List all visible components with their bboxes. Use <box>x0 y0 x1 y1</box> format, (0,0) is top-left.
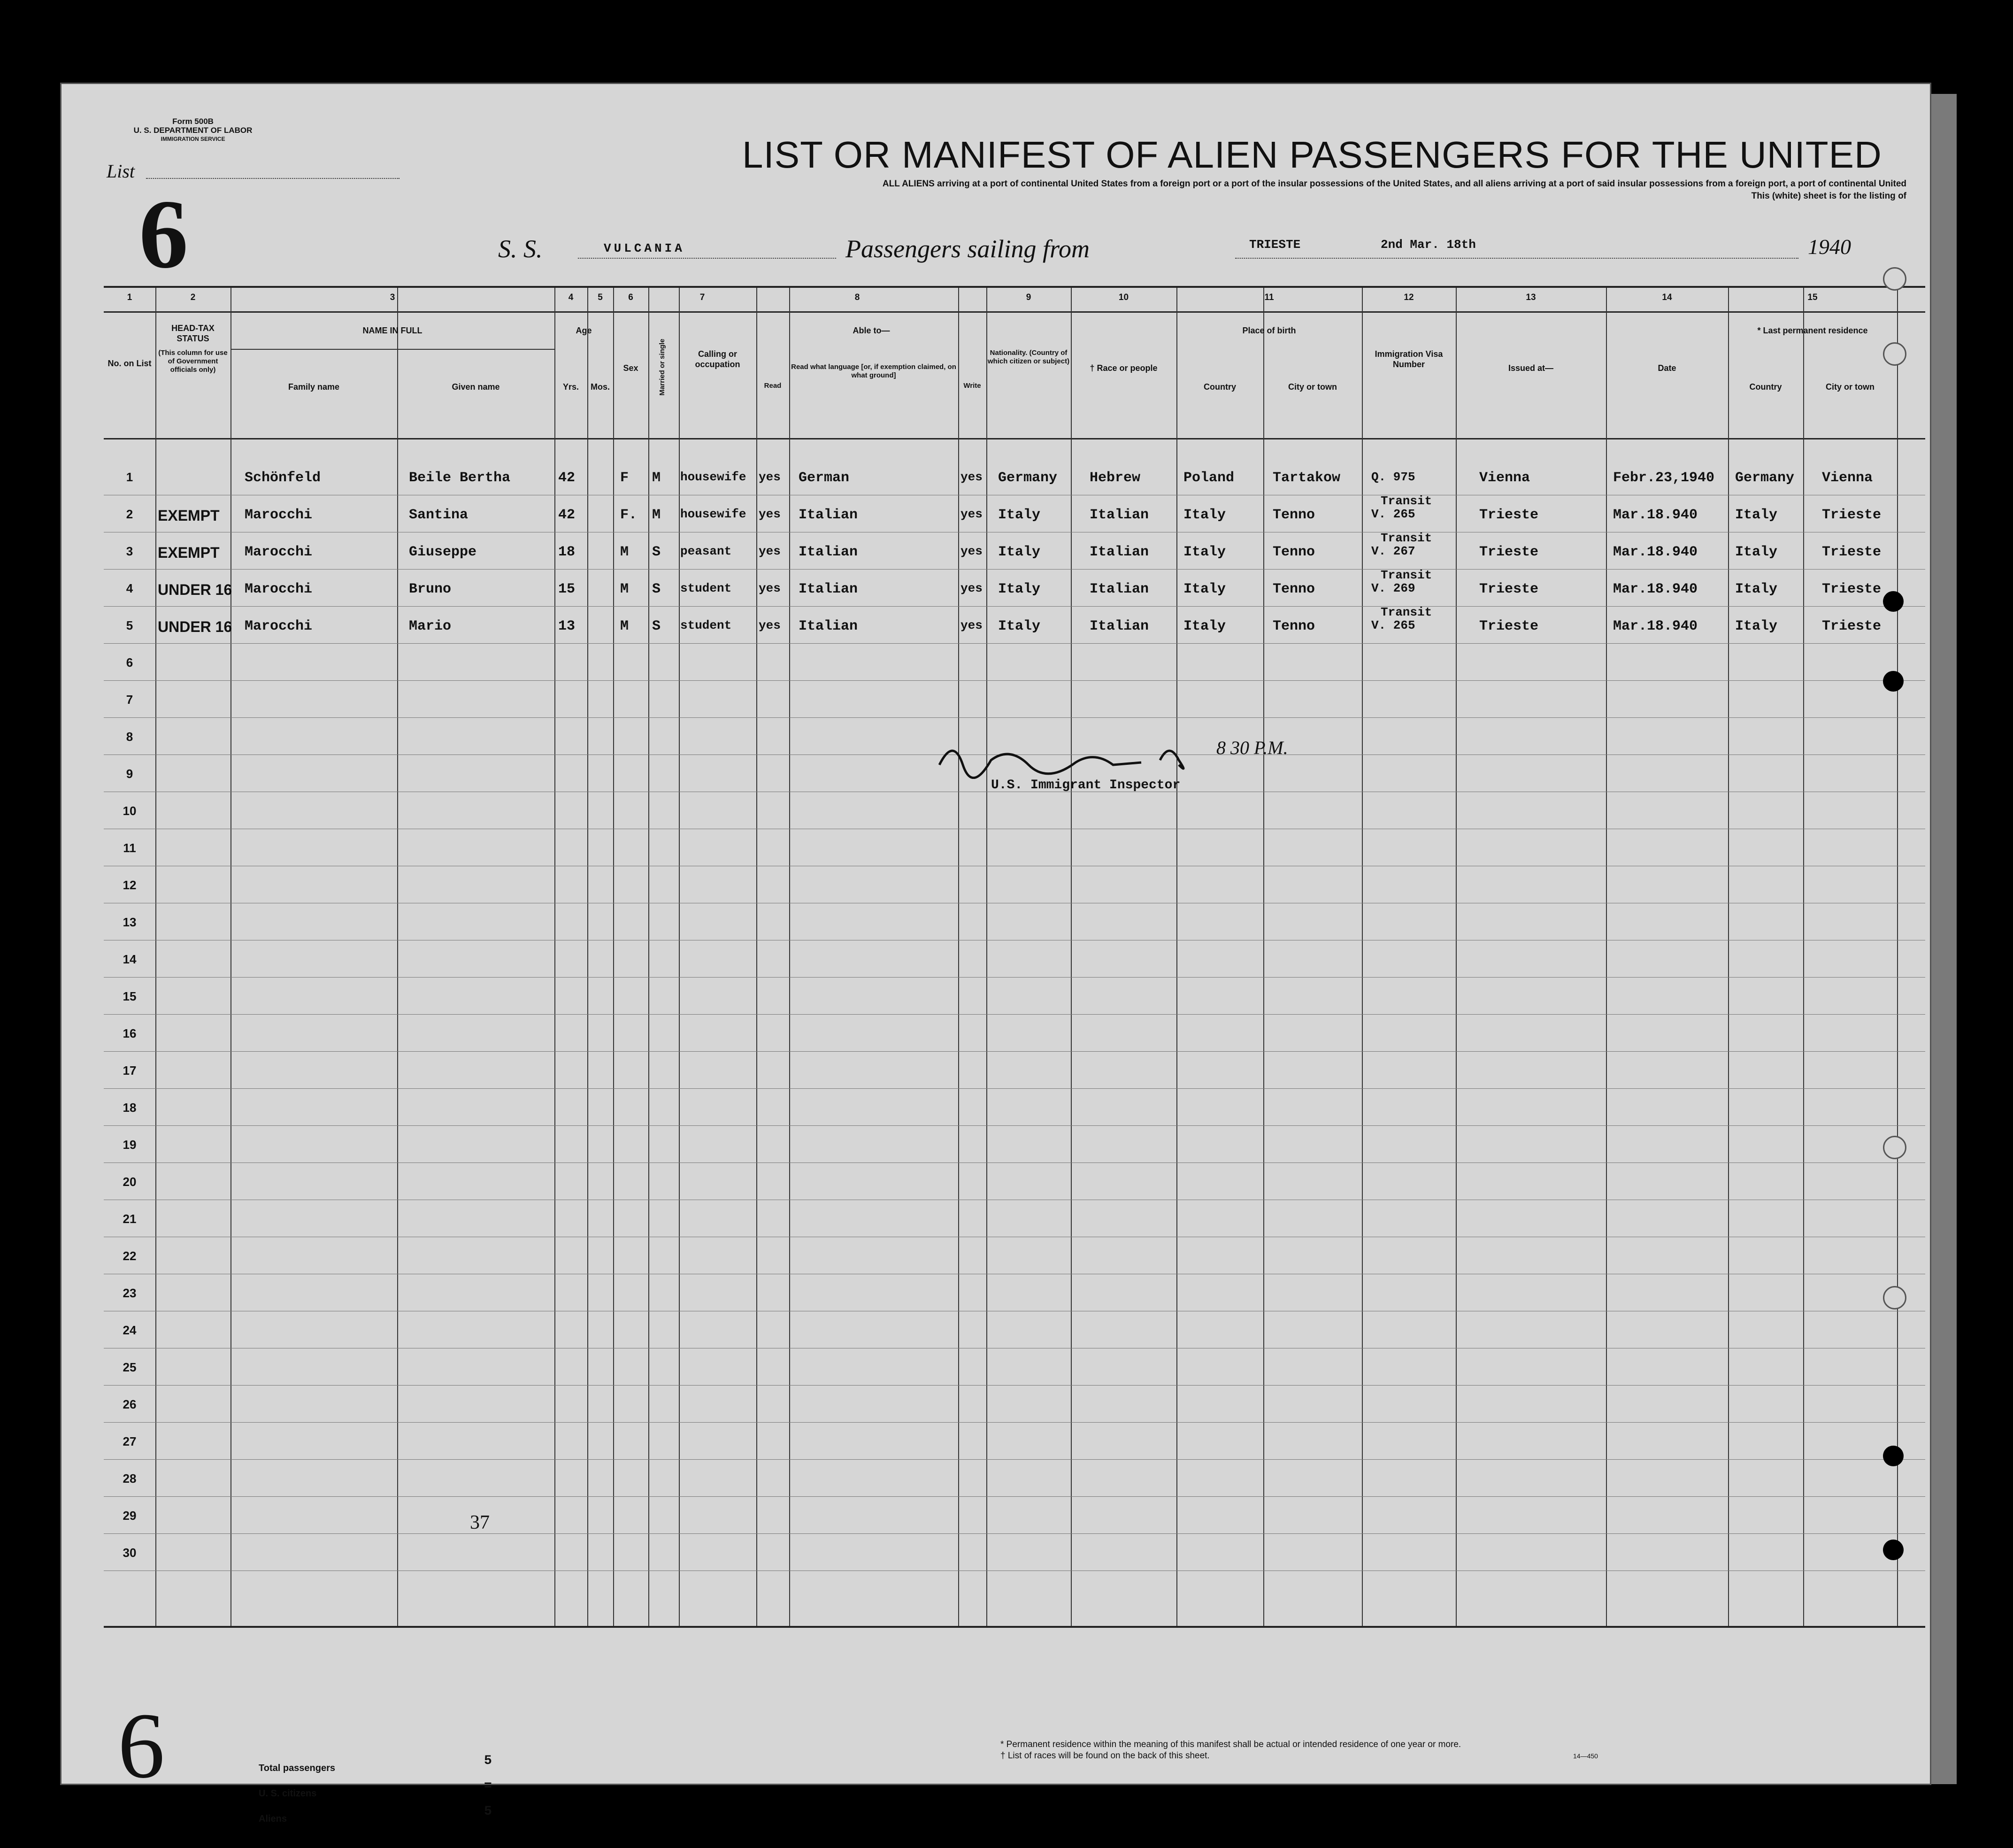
cell-yrs: 13 <box>558 618 576 634</box>
cell-date: Febr.23,1940 <box>1613 470 1715 486</box>
hdr-res-city: City or town <box>1826 382 1875 392</box>
row-rule <box>104 1385 1925 1386</box>
col-divider <box>587 288 588 1626</box>
ship-prefix: S. S. <box>498 235 543 263</box>
ship-line <box>578 258 836 259</box>
col-number: 2 <box>190 293 196 302</box>
cell-res-country: Italy <box>1735 618 1778 634</box>
cell-read: yes <box>759 618 781 632</box>
cell-status: EXEMPT <box>158 544 220 561</box>
row-number: 12 <box>123 878 137 892</box>
cell-write: yes <box>960 618 983 632</box>
cell-visa-prefix: Transit <box>1381 568 1432 582</box>
cell-occupation: peasant <box>680 544 732 558</box>
list-label: List <box>107 161 135 182</box>
col-divider <box>789 288 790 1626</box>
cell-read: yes <box>759 581 781 595</box>
cell-res-country: Germany <box>1735 470 1795 486</box>
punch-hole-icon <box>1883 1286 1906 1309</box>
cell-read: yes <box>759 544 781 558</box>
cell-family: Marocchi <box>245 544 313 560</box>
row-number: 10 <box>123 804 137 818</box>
cell-date: Mar.18.940 <box>1613 581 1698 597</box>
ship-name: VULCANIA <box>604 241 685 255</box>
col-divider <box>1071 288 1072 1626</box>
row-number: 21 <box>123 1212 137 1226</box>
col-divider <box>613 288 614 1626</box>
cell-res-city: Trieste <box>1822 618 1882 634</box>
hdr-date: Date <box>1658 363 1676 373</box>
row-number: 18 <box>123 1101 137 1115</box>
cell-issued: Trieste <box>1479 544 1539 560</box>
col-divider <box>1456 288 1457 1626</box>
cell-issued: Trieste <box>1479 618 1539 634</box>
form-header <box>108 117 277 144</box>
row-number: 29 <box>123 1509 137 1523</box>
row-rule <box>104 1125 1925 1126</box>
hdr-last-residence: * Last permanent residence <box>1757 326 1868 335</box>
us-citizens-label: U. S. citizens <box>259 1788 317 1799</box>
department: U. S. DEPARTMENT OF LABOR <box>133 126 253 135</box>
cell-sex: F. <box>620 507 638 523</box>
cell-res-country: Italy <box>1735 507 1778 523</box>
row-rule <box>104 643 1925 644</box>
annotation-37: 37 <box>470 1512 490 1533</box>
cell-birth-country: Italy <box>1183 507 1226 523</box>
cell-sex: M <box>620 544 629 560</box>
cell-given: Giuseppe <box>409 544 477 560</box>
hdr-family-name: Family name <box>288 382 340 392</box>
cell-race: Italian <box>1090 618 1149 634</box>
total-passengers-value: 5 <box>484 1754 492 1768</box>
header-bottom-rule <box>104 438 1925 439</box>
row-number: 30 <box>123 1546 137 1560</box>
cell-write: yes <box>960 507 983 521</box>
cell-birth-city: Tenno <box>1273 544 1315 560</box>
col-divider <box>648 288 649 1626</box>
cell-family: Marocchi <box>245 581 313 597</box>
row-number: 4 <box>126 581 133 595</box>
cell-res-country: Italy <box>1735 544 1778 560</box>
hdr-race: † Race or people <box>1090 363 1158 373</box>
cell-family: Marocchi <box>245 507 313 523</box>
row-rule <box>104 1422 1925 1423</box>
row-number: 1 <box>126 470 133 484</box>
hdr-head-tax-note: (This column for use of Government officials only) <box>158 349 228 374</box>
row-number: 2 <box>126 507 133 521</box>
cell-yrs: 18 <box>558 544 576 560</box>
page-edge <box>1928 94 1957 1784</box>
col-divider <box>397 288 398 1626</box>
cell-visa-prefix: Transit <box>1381 531 1432 545</box>
name-sub-rule <box>230 349 554 350</box>
cell-issued: Vienna <box>1479 470 1530 486</box>
cell-given: Bruno <box>409 581 452 597</box>
cell-birth-city: Tenno <box>1273 581 1315 597</box>
row-number: 27 <box>123 1434 137 1448</box>
aliens-label: Aliens <box>259 1814 287 1824</box>
totals-values <box>484 1748 492 1825</box>
col-divider <box>1803 288 1804 1626</box>
cell-visa: V. 265 <box>1371 618 1415 632</box>
subtitle-line-1: ALL ALIENS arriving at a port of continental United States from a foreign port or a port of the insular possessions of the United States, and all aliens arriving at a port of said insular possessions from a foreign port, a port of continental United <box>882 179 1906 189</box>
cell-nationality: Italy <box>998 507 1041 523</box>
row-number: 14 <box>123 952 137 966</box>
col-divider <box>554 288 555 1626</box>
row-number: 8 <box>126 730 133 744</box>
hdr-birth-country: Country <box>1204 382 1236 392</box>
inspector-time: 8 30 P.M. <box>1216 737 1288 758</box>
cell-birth-city: Tartakow <box>1273 470 1341 486</box>
cell-read: yes <box>759 470 781 484</box>
manifest-title: LIST OR MANIFEST OF ALIEN PASSENGERS FOR THE UNITED <box>742 134 1882 176</box>
sailing-port: TRIESTE <box>1249 238 1301 252</box>
port-line <box>1235 258 1798 259</box>
footnote-residence: * Permanent residence within the meaning of this manifest shall be actual or intended residence of one year or more. <box>1000 1740 1461 1749</box>
cell-yrs: 42 <box>558 470 576 486</box>
cell-status: UNDER 16 <box>158 618 232 635</box>
cell-family: Schönfeld <box>245 470 321 486</box>
cell-language: Italian <box>799 618 858 634</box>
cell-language: Italian <box>799 581 858 597</box>
row-rule <box>104 1496 1925 1497</box>
manifest-subtitle <box>343 178 1906 202</box>
hdr-yrs: Yrs. <box>562 382 579 392</box>
cell-res-city: Vienna <box>1822 470 1873 486</box>
cell-yrs: 15 <box>558 581 576 597</box>
hdr-married: Married or single <box>658 339 666 396</box>
cell-status: UNDER 16 <box>158 581 232 598</box>
cell-sex: M <box>620 581 629 597</box>
inspector-label: U.S. Immigrant Inspector <box>991 778 1181 793</box>
hdr-read-language: Read what language [or, if exemption claimed, on what ground] <box>791 363 956 379</box>
cell-nationality: Italy <box>998 581 1041 597</box>
cell-occupation: student <box>680 581 732 595</box>
hdr-place-of-birth: Place of birth <box>1242 326 1296 335</box>
row-number: 3 <box>126 544 133 558</box>
col-number: 4 <box>568 293 574 302</box>
cell-read: yes <box>759 507 781 521</box>
cell-ms: S <box>652 544 661 560</box>
handwritten-margin-number: 6 <box>118 1694 165 1798</box>
col-number: 15 <box>1807 293 1818 302</box>
totals-labels <box>259 1756 335 1832</box>
list-number: 6 <box>139 180 188 289</box>
hdr-write: Write <box>963 382 981 390</box>
hdr-able-to: Able to— <box>853 326 890 335</box>
row-number: 15 <box>123 989 137 1003</box>
punch-hole-icon <box>1883 671 1904 692</box>
col-divider <box>1362 288 1363 1626</box>
cell-res-country: Italy <box>1735 581 1778 597</box>
col-divider <box>1606 288 1607 1626</box>
row-rule <box>104 680 1925 681</box>
cell-birth-city: Tenno <box>1273 507 1315 523</box>
row-rule <box>104 1459 1925 1460</box>
punch-hole-icon <box>1883 267 1906 291</box>
manifest-sheet <box>60 83 1931 1824</box>
cell-visa-prefix: Transit <box>1381 494 1432 508</box>
cell-status: EXEMPT <box>158 507 220 524</box>
col-divider <box>1176 288 1177 1626</box>
row-number: 25 <box>123 1360 137 1374</box>
hdr-issued-at: Issued at— <box>1508 363 1554 373</box>
cell-visa: V. 269 <box>1371 581 1415 595</box>
sailing-date: 2nd Mar. 18th <box>1381 238 1476 252</box>
hdr-visa-number: Immigration Visa Number <box>1375 349 1443 369</box>
cell-given: Mario <box>409 618 452 634</box>
cell-language: Italian <box>799 544 858 560</box>
cell-occupation: student <box>680 618 732 632</box>
hdr-name-in-full: NAME IN FULL <box>362 326 423 335</box>
cell-visa: Q. 975 <box>1371 470 1415 484</box>
col-divider <box>1263 288 1264 1626</box>
cell-date: Mar.18.940 <box>1613 544 1698 560</box>
cell-sex: M <box>620 618 629 634</box>
row-number: 28 <box>123 1471 137 1486</box>
footnotes <box>1000 1739 1461 1762</box>
cell-sex: F <box>620 470 629 486</box>
col-divider <box>1728 288 1729 1626</box>
row-number: 13 <box>123 915 137 929</box>
col-divider <box>1897 288 1898 1626</box>
row-rule <box>104 1014 1925 1015</box>
punch-hole-icon <box>1883 1136 1906 1159</box>
row-number: 22 <box>123 1249 137 1263</box>
row-number: 23 <box>123 1286 137 1300</box>
col-number: 14 <box>1662 293 1672 302</box>
sailing-year: 1940 <box>1808 235 1851 259</box>
aliens-value: 5 <box>484 1804 492 1819</box>
row-number: 26 <box>123 1397 137 1411</box>
row-rule <box>104 606 1925 607</box>
cell-occupation: housewife <box>680 507 746 521</box>
cell-ms: S <box>652 618 661 634</box>
col-number: 12 <box>1404 293 1414 302</box>
hdr-nationality: Nationality. (Country of which citizen or subject) <box>987 349 1070 365</box>
row-number: 6 <box>126 655 133 670</box>
cell-nationality: Italy <box>998 544 1041 560</box>
header-rule <box>104 311 1925 313</box>
manifest-table <box>104 286 1925 1628</box>
cell-date: Mar.18.940 <box>1613 618 1698 634</box>
row-rule <box>104 1051 1925 1052</box>
row-number: 20 <box>123 1175 137 1189</box>
hdr-no-on-list: No. on List <box>108 359 152 368</box>
cell-given: Santina <box>409 507 469 523</box>
punch-hole-icon <box>1883 591 1904 612</box>
subtitle-line-2: This (white) sheet is for the listing of <box>1751 191 1906 201</box>
service: IMMIGRATION SERVICE <box>161 136 225 142</box>
col-number: 3 <box>390 293 395 302</box>
col-divider <box>679 288 680 1626</box>
col-number: 6 <box>628 293 633 302</box>
cell-date: Mar.18.940 <box>1613 507 1698 523</box>
row-rule <box>104 1088 1925 1089</box>
col-divider <box>230 288 231 1626</box>
cell-given: Beile Bertha <box>409 470 511 486</box>
form-code: 14—450 <box>1573 1752 1598 1760</box>
row-number: 9 <box>126 767 133 781</box>
cell-write: yes <box>960 581 983 595</box>
cell-write: yes <box>960 470 983 484</box>
hdr-age: Age <box>576 326 592 335</box>
punch-hole-icon <box>1883 1540 1904 1560</box>
cell-race: Italian <box>1090 544 1149 560</box>
inspector-signature <box>935 737 1263 779</box>
cell-res-city: Trieste <box>1822 581 1882 597</box>
col-divider <box>756 288 757 1626</box>
cell-visa: V. 267 <box>1371 544 1415 558</box>
col-divider <box>155 288 156 1626</box>
row-number: 16 <box>123 1026 137 1040</box>
col-number: 7 <box>699 293 705 302</box>
total-passengers-label: Total passengers <box>259 1763 336 1773</box>
row-rule <box>104 569 1925 570</box>
cell-family: Marocchi <box>245 618 313 634</box>
cell-yrs: 42 <box>558 507 576 523</box>
row-number: 24 <box>123 1323 137 1337</box>
footnote-races: † List of races will be found on the back of this sheet. <box>1000 1751 1210 1761</box>
cell-issued: Trieste <box>1479 581 1539 597</box>
hdr-given-name: Given name <box>452 382 500 392</box>
col-divider <box>958 288 959 1626</box>
cell-language: German <box>799 470 850 486</box>
col-number: 9 <box>1026 293 1031 302</box>
cell-ms: M <box>652 470 661 486</box>
row-number: 11 <box>123 841 136 855</box>
cell-visa: V. 265 <box>1371 507 1415 521</box>
col-divider <box>986 288 987 1626</box>
row-number: 5 <box>126 618 133 632</box>
cell-write: yes <box>960 544 983 558</box>
cell-birth-country: Italy <box>1183 618 1226 634</box>
hdr-read: Read <box>764 382 782 390</box>
col-number: 8 <box>854 293 860 302</box>
cell-occupation: housewife <box>680 470 746 484</box>
cell-ms: M <box>652 507 661 523</box>
col-number: 10 <box>1118 293 1129 302</box>
cell-language: Italian <box>799 507 858 523</box>
hdr-calling: Calling or occupation <box>695 349 740 369</box>
cell-race: Italian <box>1090 507 1149 523</box>
cell-res-city: Trieste <box>1822 544 1882 560</box>
row-rule <box>104 977 1925 978</box>
col-number: 13 <box>1526 293 1536 302</box>
cell-issued: Trieste <box>1479 507 1539 523</box>
punch-hole-icon <box>1883 1446 1904 1466</box>
row-number: 19 <box>123 1138 137 1152</box>
cell-nationality: Germany <box>998 470 1058 486</box>
cell-birth-country: Poland <box>1183 470 1235 486</box>
row-number: 7 <box>126 693 133 707</box>
us-citizens-value: = <box>484 1779 492 1794</box>
cell-birth-city: Tenno <box>1273 618 1315 634</box>
form-number: Form 500B <box>172 117 214 126</box>
cell-birth-country: Italy <box>1183 544 1226 560</box>
cell-race: Italian <box>1090 581 1149 597</box>
hdr-mos: Mos. <box>590 382 610 392</box>
hdr-head-tax: HEAD-TAX STATUS <box>171 323 215 343</box>
cell-visa-prefix: Transit <box>1381 605 1432 619</box>
sailing-label: Passengers sailing from <box>845 235 1090 263</box>
row-rule <box>104 717 1925 718</box>
cell-race: Hebrew <box>1090 470 1141 486</box>
hdr-birth-city: City or town <box>1288 382 1337 392</box>
col-number: 5 <box>598 293 603 302</box>
col-number: 1 <box>127 293 132 302</box>
cell-res-city: Trieste <box>1822 507 1882 523</box>
cell-birth-country: Italy <box>1183 581 1226 597</box>
cell-ms: S <box>652 581 661 597</box>
col-number: 11 <box>1264 293 1274 302</box>
row-number: 17 <box>123 1063 137 1078</box>
row-rule <box>104 1533 1925 1534</box>
hdr-res-country: Country <box>1749 382 1782 392</box>
hdr-sex: Sex <box>623 363 638 373</box>
punch-hole-icon <box>1883 342 1906 366</box>
cell-nationality: Italy <box>998 618 1041 634</box>
